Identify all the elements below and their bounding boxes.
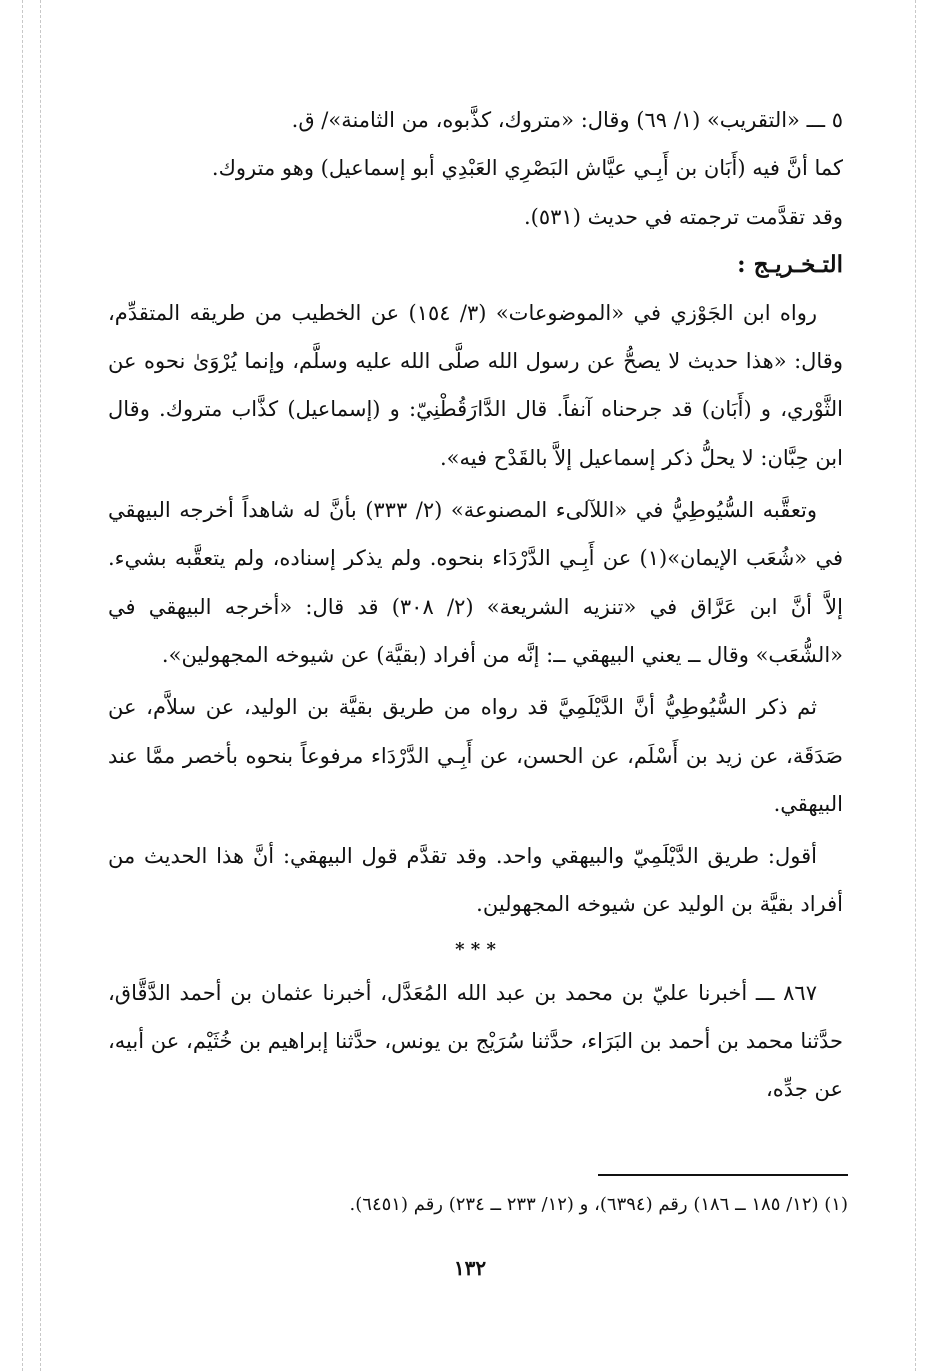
takhrij-paragraph-3: ثم ذكر السُّيُوطِيُّ أنَّ الدَّيْلَمِيَّ قد رواه من طريق بقيَّة بن الوليد، عن سلاَّم، عن صَدَقَة، عن زيد بن أَسْلَم، عن الحسن، عن أَبِـي الدَّرْدَاء مرفوعاً بنحوه بأخصر ممَّا عند البيهقي. [108, 695, 843, 816]
page-number: ١٣٢ [453, 1256, 487, 1280]
footnote-rule [598, 1174, 848, 1176]
scan-guide-left-outer [22, 0, 23, 1371]
source-note-line-2: كما أنَّ فيه (أَبَان بن أَبِـي عيَّاش البَصْرِي العَبْدِي أبو إسماعيل) وهو متروك. [211, 156, 843, 181]
source-note-line-1: ٥ ـــ «التقريب» (١/ ٦٩) وقال: «متروك، كذَّبوه، من الثامنة»/ ق. [291, 108, 843, 132]
source-note-line-3: وقد تقدَّمت ترجمته في حديث (٥٣١). [523, 204, 843, 229]
takhrij-heading: التـخـريـج : [737, 250, 843, 278]
takhrij-paragraph-4: أقول: طريق الدَّيْلَمِيّ والبيهقي واحد. وقد تقدَّم قول البيهقي: أنَّ هذا الحديث من أفراد بقيَّة بن الوليد عن شيوخه المجهولين. [108, 844, 843, 917]
takhrij-paragraph-2: وتعقَّبه السُّيُوطِيُّ في «اللآلىء المصنوعة» (٢/ ٣٣٣) بأنَّ له شاهداً أخرجه البيهقي في «شُعَب الإيمان»(١) عن أَبِـي الدَّرْدَاء بنحوه. ولم يذكر إسناده، ولم يتعقَّبه بشيء. إلاَّ أنَّ ابن عَرَّاق في «تنزيه الشريعة» (٢/ ٣٠٨) قد قال: «أخرجه البيهقي في «الشُّعَب» وقال ــ يعني البيهقي ــ: إنَّه من أفراد (بقيَّة) عن شيوخه المجهولين». [108, 498, 843, 667]
takhrij-paragraph-1: رواه ابن الجَوْزي في «الموضوعات» (٣/ ١٥٤) عن الخطيب من طريقه المتقدِّم، وقال: «هذا حديث لا يصحُّ عن رسول الله صلَّى الله عليه وسلَّم، وإنما يُرْوَىٰ نحوه عن الثَّوْري، و (أَبَان) قد جرحناه آنفاً. قال الدَّارَقُطْنِيّ: و (إسماعيل) كذَّاب متروك. وقال ابن حِبَّان: لا يحلُّ ذكر إسماعيل إلاَّ بالقَدْح فيه». [108, 300, 843, 470]
page-body [108, 96, 843, 1118]
footnote-1: (١) (١٢/ ١٨٥ ــ ١٨٦) رقم (٦٣٩٤)، و (١٢/ ٢٣٣ ــ ٢٣٤) رقم (٦٤٥١). [349, 1194, 848, 1215]
hadith-867: ٨٦٧ ـــ أخبرنا عليّ بن محمد بن عبد الله المُعَدَّل، أخبرنا عثمان بن أحمد الدَّقَّاق، حدَّثنا محمد بن أحمد بن البَرَاء، حدَّثنا سُرَيْج بن يونس، حدَّثنا إبراهيم بن خُثَيْم، عن أبيه، عن جدِّه، [108, 980, 843, 1102]
scan-guide-left-inner [40, 0, 41, 1371]
scan-guide-right [915, 0, 916, 1371]
section-separator: * * * [455, 938, 496, 960]
